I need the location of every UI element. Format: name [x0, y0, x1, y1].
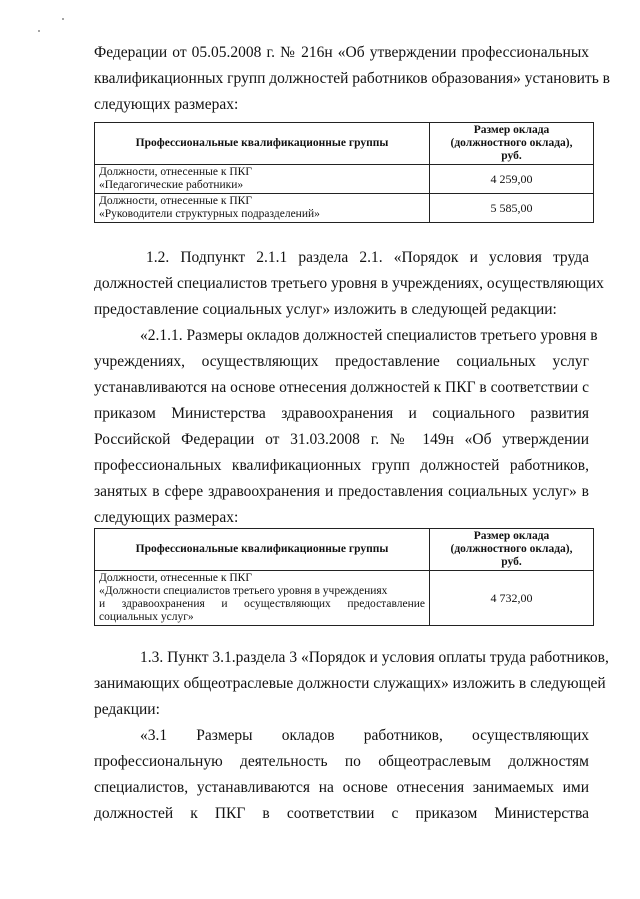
- paragraph-line: предоставление социальных услуг» изложить в следующей редакции:: [94, 301, 557, 318]
- paragraph-line: занимающих общеотраслевые должности служащих» изложить в следующей: [94, 675, 606, 692]
- group-cell: Должности, отнесенные к ПКГ «Должности специалистов третьего уровня в учреждениях и здравоохранения и осуществляющих предоставление социальных услуг»: [95, 571, 430, 626]
- paragraph-line: 1.3. Пункт 3.1.раздела 3 «Порядок и условия оплаты труда работников,: [140, 649, 609, 666]
- table-header-row: [95, 529, 594, 571]
- paragraph-line: занятых в сфере здравоохранения и предоставления социальных услуг» в: [94, 483, 589, 500]
- paragraph-line: квалификационных групп должностей работников образования» установить в: [94, 70, 610, 87]
- salary-table-1: [94, 122, 594, 223]
- paragraph-line: редакции:: [94, 701, 160, 718]
- header-salary: Размер оклада (должностного оклада), руб.: [430, 529, 594, 571]
- scan-speck: [38, 30, 40, 32]
- paragraph-line: следующих размерах:: [94, 96, 239, 113]
- group-cell: Должности, отнесенные к ПКГ «Руководители структурных подразделений»: [95, 194, 430, 223]
- paragraph-line: устанавливаются на основе отнесения должностей к ПКГ в соответствии с: [94, 379, 589, 396]
- paragraph-line: «3.1 Размеры окладов работников, осуществляющих: [140, 727, 589, 744]
- paragraph-line: Федерации от 05.05.2008 г. № 216н «Об утверждении профессиональных: [94, 44, 589, 61]
- paragraph-line: должностей специалистов третьего уровня в учреждениях, осуществляющих: [94, 275, 604, 292]
- paragraph-line: приказом Министерства здравоохранения и социального развития: [94, 405, 589, 422]
- table-header-row: [95, 123, 594, 165]
- paragraph-line: «2.1.1. Размеры окладов должностей специалистов третьего уровня в: [140, 327, 598, 344]
- salary-cell: 4 259,00: [430, 165, 594, 194]
- group-cell: Должности, отнесенные к ПКГ «Педагогические работники»: [95, 165, 430, 194]
- scan-speck: [62, 18, 64, 20]
- header-salary: Размер оклада (должностного оклада), руб.: [430, 123, 594, 165]
- paragraph-line: учреждениях, осуществляющих предоставление социальных услуг: [94, 353, 589, 370]
- paragraph-line: специалистов, устанавливаются на основе отнесения занимаемых ими: [94, 779, 589, 796]
- table-row: [95, 165, 594, 194]
- salary-cell: 5 585,00: [430, 194, 594, 223]
- salary-table-2: [94, 528, 594, 626]
- header-group: Профессиональные квалификационные группы: [95, 529, 430, 571]
- paragraph-line: должностей к ПКГ в соответствии с приказом Министерства: [94, 805, 589, 822]
- paragraph-line: 1.2. Подпункт 2.1.1 раздела 2.1. «Порядок и условия труда: [146, 249, 589, 266]
- paragraph-line: Российской Федерации от 31.03.2008 г. № 149н «Об утверждении: [94, 431, 589, 448]
- table-row: [95, 571, 594, 626]
- paragraph-line: профессиональную деятельность по общеотраслевым должностям: [94, 753, 589, 770]
- paragraph-line: следующих размерах:: [94, 509, 239, 526]
- table-row: [95, 194, 594, 223]
- header-group: Профессиональные квалификационные группы: [95, 123, 430, 165]
- paragraph-line: профессиональных квалификационных групп должностей работников,: [94, 457, 589, 474]
- salary-cell: 4 732,00: [430, 571, 594, 626]
